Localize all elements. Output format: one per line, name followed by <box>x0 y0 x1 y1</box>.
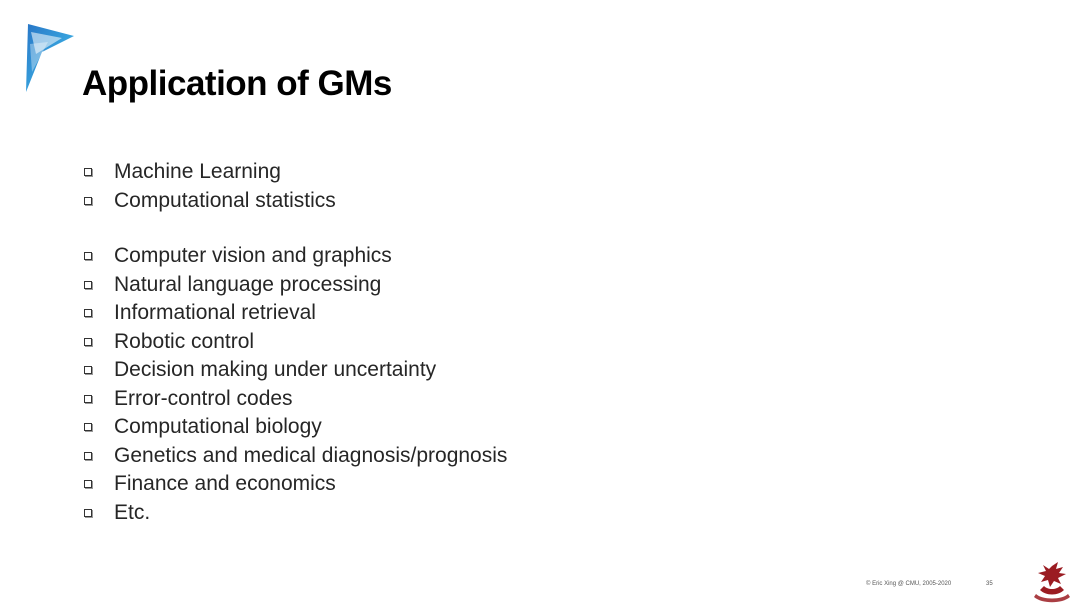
list-item <box>82 356 507 385</box>
list-item <box>82 187 507 216</box>
square-bullet-icon <box>84 509 92 517</box>
list-item-text: Error-control codes <box>114 386 293 410</box>
list-item-text: Genetics and medical diagnosis/prognosis <box>114 443 508 467</box>
logo-icon <box>22 22 76 94</box>
list-item-text: Natural language processing <box>114 272 382 296</box>
square-bullet-icon <box>84 452 92 460</box>
page-number: 35 <box>986 581 993 587</box>
square-bullet-icon <box>84 168 92 176</box>
slide-title: Application of GMs <box>82 64 392 103</box>
list-item <box>82 158 507 187</box>
square-bullet-icon <box>84 423 92 431</box>
square-bullet-icon <box>84 309 92 317</box>
list-item-text: Computational biology <box>114 415 322 439</box>
square-bullet-icon <box>84 281 92 289</box>
list-item-text: Decision making under uncertainty <box>114 358 437 382</box>
square-bullet-icon <box>84 395 92 403</box>
list-item <box>82 385 507 414</box>
list-item <box>82 328 507 357</box>
list-item-text: Robotic control <box>114 329 255 353</box>
list-item-text: Finance and economics <box>114 472 336 496</box>
list-item-text: Computational statistics <box>114 188 336 212</box>
list-item <box>82 271 507 300</box>
list-item-text: Etc. <box>114 500 151 524</box>
list-item-text: Computer vision and graphics <box>114 244 392 268</box>
square-bullet-icon <box>84 366 92 374</box>
square-bullet-icon <box>84 197 92 205</box>
footer-credit: © Eric Xing @ CMU, 2005-2020 <box>866 581 952 587</box>
square-bullet-icon <box>84 252 92 260</box>
square-bullet-icon <box>84 338 92 346</box>
list-item-text: Informational retrieval <box>114 301 316 325</box>
list-item <box>82 442 507 471</box>
list-item <box>82 242 507 271</box>
list-item-text: Machine Learning <box>114 160 281 184</box>
list-item <box>82 299 507 328</box>
list-item <box>82 470 507 499</box>
bullet-list <box>82 158 507 527</box>
list-item <box>82 413 507 442</box>
list-item <box>82 499 507 528</box>
dragon-logo-icon <box>1030 560 1074 604</box>
square-bullet-icon <box>84 480 92 488</box>
